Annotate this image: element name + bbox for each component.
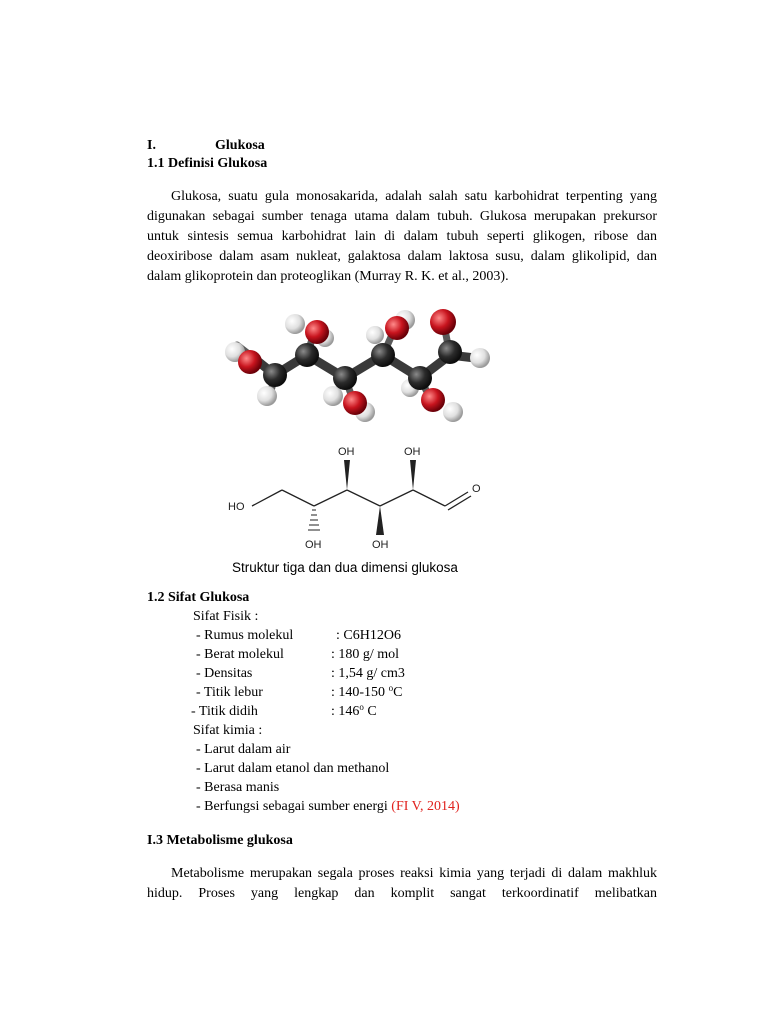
section-title: Glukosa [215,138,265,153]
chemical-title: Sifat kimia : [193,723,263,738]
oh-label-top-1: OH [338,446,355,458]
physical-label: - Titik lebur [196,685,263,700]
physical-label: - Densitas [196,666,253,681]
bond-lines [252,490,471,510]
wedge-bond-2 [410,460,416,490]
wedge-bond-1 [344,460,350,490]
physical-label: - Berat molekul [196,647,284,662]
hash-bond [308,510,320,530]
physical-value: : 146$^o$ C [331,702,377,719]
chemical-item: - Berasa manis [196,780,280,795]
physical-value: : 1,54 g/ cm3 [331,666,405,681]
definition-paragraph: Glukosa, suatu gula monosakarida, adalah salah satu karbohidrat terpenting yang digunakan sebagai sumber tenaga utama dalam tubuh. Glukosa merupakan prekursor untuk sintesis semua karbohidrat lain di dalam tubuh seperti glikogen, ribose dan deoxiribose dalam asam nukleat, galaktosa dalam laktosa susu, dalam glikolipid, dan dalam glikoprotein dan proteoglikan (Murray R. K. et al., 2003). [147,189,657,284]
o-label: O [472,483,481,495]
physical-value: : C6H12O6 [336,628,401,643]
physical-value: : 140-150 $^o$C [331,683,403,700]
physical-label: - Titik didih [191,704,258,719]
properties-heading: 1.2 Sifat Glukosa [147,590,250,605]
citation-link: (FI V, 2014) [391,799,460,814]
metabolism-paragraph: Metabolisme merupakan segala proses reaksi kimia yang terjadi di dalam makhluk hidup. Proses yang lengkap dan komplit sangat terkoordinatif melibatkan [147,866,657,901]
section-number: I. [147,138,156,153]
glucose-3d-model [215,300,505,440]
figure-caption: Struktur tiga dan dua dimensi glukosa [232,560,458,575]
oh-label-bottom-1: OH [305,539,322,551]
wedge-bond-3 [376,506,384,535]
oh-label-top-2: OH [404,446,421,458]
definition-heading: 1.1 Definisi Glukosa [147,156,268,171]
metabolism-heading: I.3 Metabolisme glukosa [147,833,293,848]
glucose-skeletal-formula [220,440,500,555]
chemical-item: - Larut dalam air [196,742,291,757]
physical-title: Sifat Fisik : [193,609,259,624]
chemical-item: - Berfungsi sebagai sumber energi (FI V, 2014) [196,799,460,814]
physical-label: - Rumus molekul [196,628,294,643]
chemical-item: - Larut dalam etanol dan methanol [196,761,390,776]
ho-label: HO [228,501,245,513]
physical-value: : 180 g/ mol [331,647,400,662]
oh-label-bottom-2: OH [372,539,389,551]
